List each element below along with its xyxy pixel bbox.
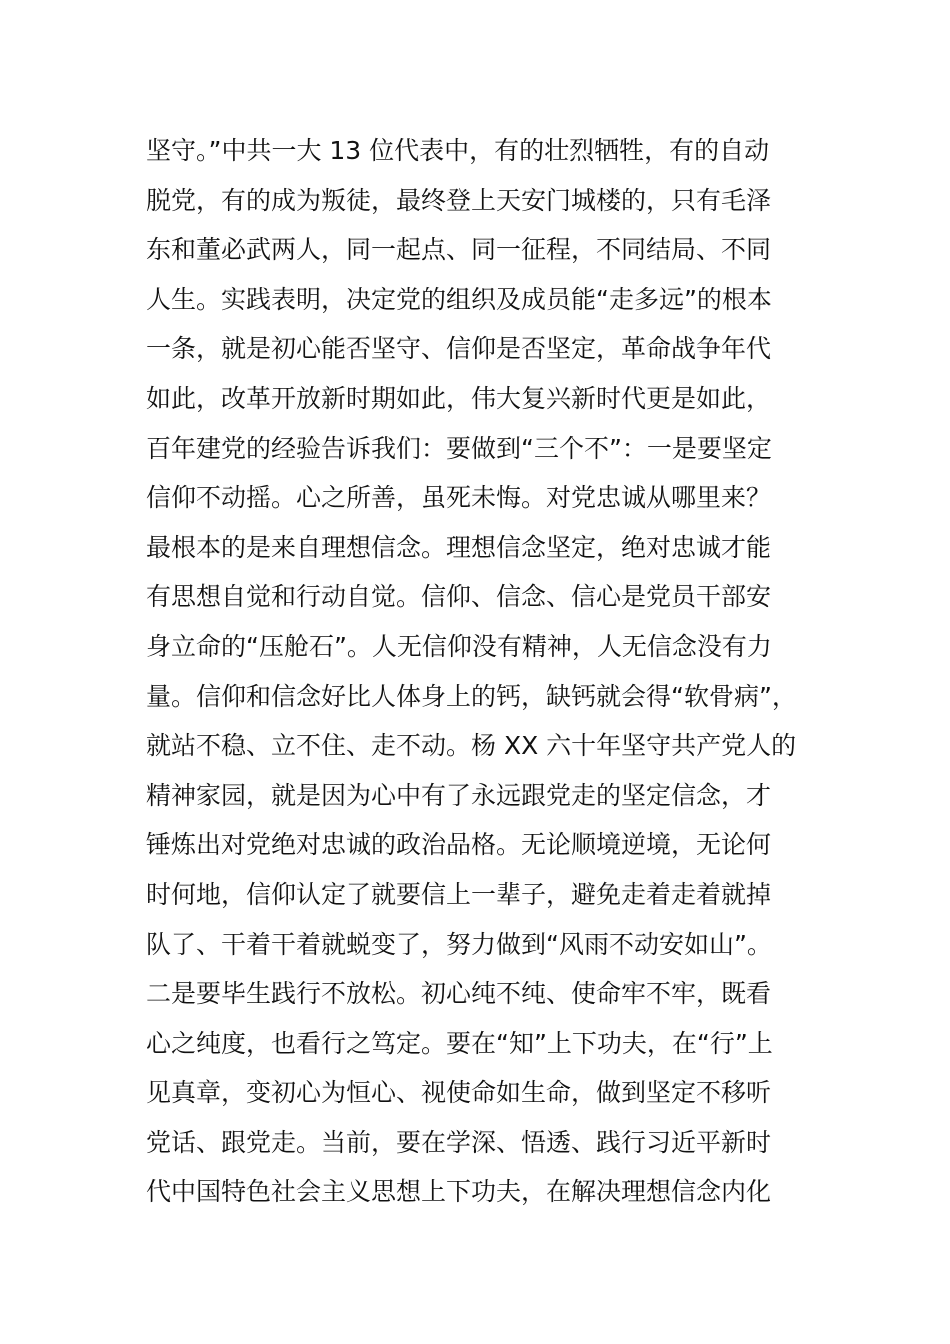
text-line: 最根本的是来自理想信念。理想信念坚定，绝对忠诚才能: [146, 532, 772, 562]
text-line: 见真章，变初心为恒心、视使命如生命，做到坚定不移听: [146, 1078, 772, 1108]
text-line: 党话、跟党走。当前，要在学深、悟透、践行习近平新时: [146, 1127, 772, 1157]
text-line: 坚守。”中共一大 13 位代表中，有的壮烈牺牲，有的自动: [146, 136, 770, 165]
text-line: 东和董必武两人，同一起点、同一征程，不同结局、不同: [146, 235, 772, 265]
text-line: 精神家园，就是因为心中有了永远跟党走的坚定信念，才: [146, 780, 772, 810]
text-line: 脱党，有的成为叛徒，最终登上天安门城楼的，只有毛泽: [146, 185, 772, 215]
text-line: 信仰不动摇。心之所善，虽死未悔。对党忠诚从哪里来？: [146, 483, 772, 513]
text-line: 就站不稳、立不住、走不动。杨 XX 六十年坚守共产党人的: [146, 731, 797, 761]
text-line: 人生。实践表明，决定党的组织及成员能“走多远”的根本: [146, 284, 772, 314]
body-text: [146, 126, 826, 1217]
text-line: 如此，改革开放新时期如此，伟大复兴新时代更是如此，: [146, 383, 772, 413]
text-line: 量。信仰和信念好比人体身上的钙，缺钙就会得“软骨病”，: [146, 681, 797, 711]
text-line: 百年建党的经验告诉我们：要做到“三个不”：一是要坚定: [146, 433, 772, 463]
text-line: 一条，就是初心能否坚守、信仰是否坚定，革命战争年代: [146, 334, 772, 364]
text-line: 身立命的“压舱石”。人无信仰没有精神，人无信念没有力: [146, 631, 772, 661]
text-line: 队了、干着干着就蜕变了，努力做到“风雨不动安如山”。: [146, 929, 772, 959]
text-line: 代中国特色社会主义思想上下功夫，在解决理想信念内化: [146, 1177, 772, 1207]
text-line: 锤炼出对党绝对忠诚的政治品格。无论顺境逆境，无论何: [146, 830, 772, 860]
text-line: 时何地，信仰认定了就要信上一辈子，避免走着走着就掉: [146, 879, 772, 909]
text-line: 有思想自觉和行动自觉。信仰、信念、信心是党员干部安: [146, 582, 772, 612]
text-line: 二是要毕生践行不放松。初心纯不纯、使命牢不牢，既看: [146, 979, 772, 1009]
text-line: 心之纯度，也看行之笃定。要在“知”上下功夫，在“行”上: [146, 1028, 773, 1058]
